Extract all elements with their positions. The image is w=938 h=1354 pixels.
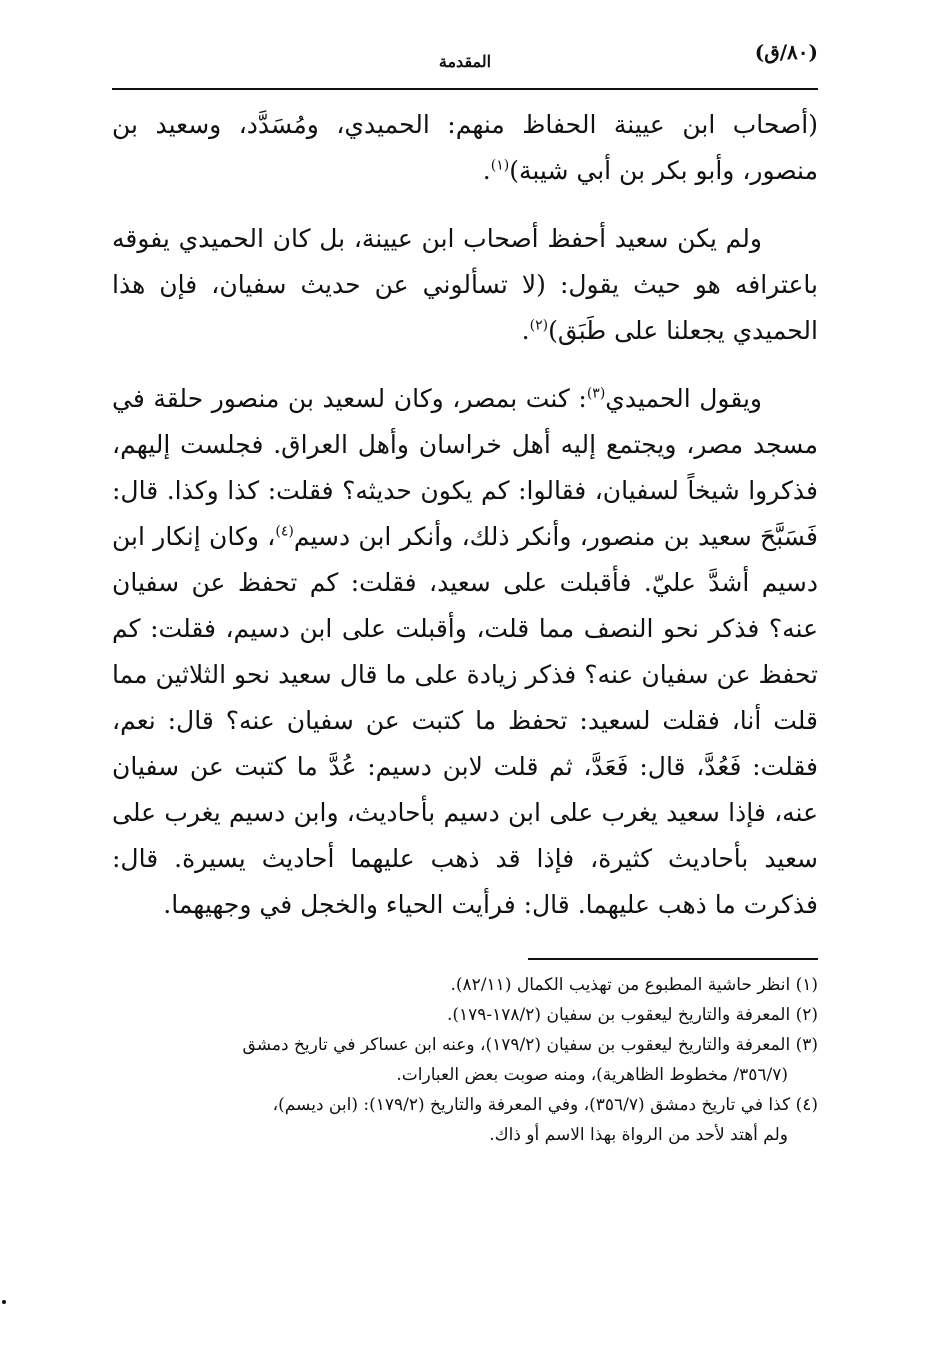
document-page [112,40,818,1150]
page-header [112,40,818,90]
footnote-ref-4[interactable]: (٤) [275,523,294,540]
footnote-2: (٢) المعرفة والتاريخ ليعقوب بن سفيان (١٧٨/٢-١٧٩). [446,1005,818,1025]
page-number: (٨٠/ق) [754,40,818,64]
footnotes [112,970,818,1150]
footnote-1: (١) انظر حاشية المطبوع من تهذيب الكمال (٨٢/١١). [450,975,818,995]
paragraph-1: (أصحاب ابن عيينة الحفاظ منهم: الحميدي، ومُسَدَّد، وسعيد بن منصور، وأبو بكر بن أبي شيبة)$^{(١)}$. [112,110,818,185]
footnote-divider [528,958,818,960]
running-title: المقدمة [438,52,492,71]
footnote-ref-3[interactable]: (٣) [586,385,606,402]
paragraph-3: ويقول الحميدي$^{(٣)}$: كنت بمصر، وكان لسعيد بن منصور حلقة في مسجد مصر، ويجتمع إليه أهل خراسان وأهل العراق. فجلست إليهم، فذكروا شيخاً لسفيان، فقالوا: كم يكون حديثه؟ فقلت: كذا وكذا. قال: فَسَبَّحَ سعيد بن منصور، وأنكر ذلك، وأنكر ابن دسيم$^{(٤)}$، وكان إنكار ابن دسيم أشدَّ عليّ. فأقبلت على سعيد، فقلت: كم تحفظ عن سفيان عنه؟ فذكر نحو النصف مما قلت، وأقبلت على ابن دسيم، فقلت: كم تحفظ عن سفيان عنه؟ فذكر زيادة على ما قال سعيد نحو الثلاثين مما قلت أنا، فقلت لسعيد: تحفظ ما كتبت عن سفيان عنه؟ قال: نعم، فقلت: فَعُدَّ، قال: فَعَدَّ، ثم قلت لابن دسيم: عُدَّ ما كتبت عن سفيان عنه، فإذا سعيد يغرب على ابن دسيم بأحاديث، وابن دسيم يغرب على سعيد بأحاديث كثيرة، فإذا قد ذهب عليهما أحاديث يسيرة. قال: فذكرت ما ذهب عليهما. قال: فرأيت الحياء والخجل في وجهيهما. [112,384,818,919]
footnote-ref-1[interactable]: (١) [490,157,510,174]
scan-speck [2,1300,6,1304]
footnote-3: (٣) المعرفة والتاريخ ليعقوب بن سفيان (١٧٩/٢)، وعنه ابن عساكر في تاريخ دمشق (٣٥٦/٧/ مخطوط الظاهرية)، ومنه صوبت بعض العبارات. [242,1035,818,1085]
footnote-4: (٤) كذا في تاريخ دمشق (٣٥٦/٧)، وفي المعرفة والتاريخ (١٧٩/٢): (ابن ديسم)، ولم أهتد لأحد من الرواة بهذا الاسم أو ذاك. [272,1095,818,1145]
paragraph-2: ولم يكن سعيد أحفظ أصحاب ابن عيينة، بل كان الحميدي يفوقه باعترافه هو حيث يقول: (لا تسألوني عن حديث سفيان، فإن هذا الحميدي يجعلنا على طَبَق)$^{(٢)}$. [112,224,818,345]
footnote-ref-2[interactable]: (٢) [529,317,549,334]
body-text [112,102,818,928]
